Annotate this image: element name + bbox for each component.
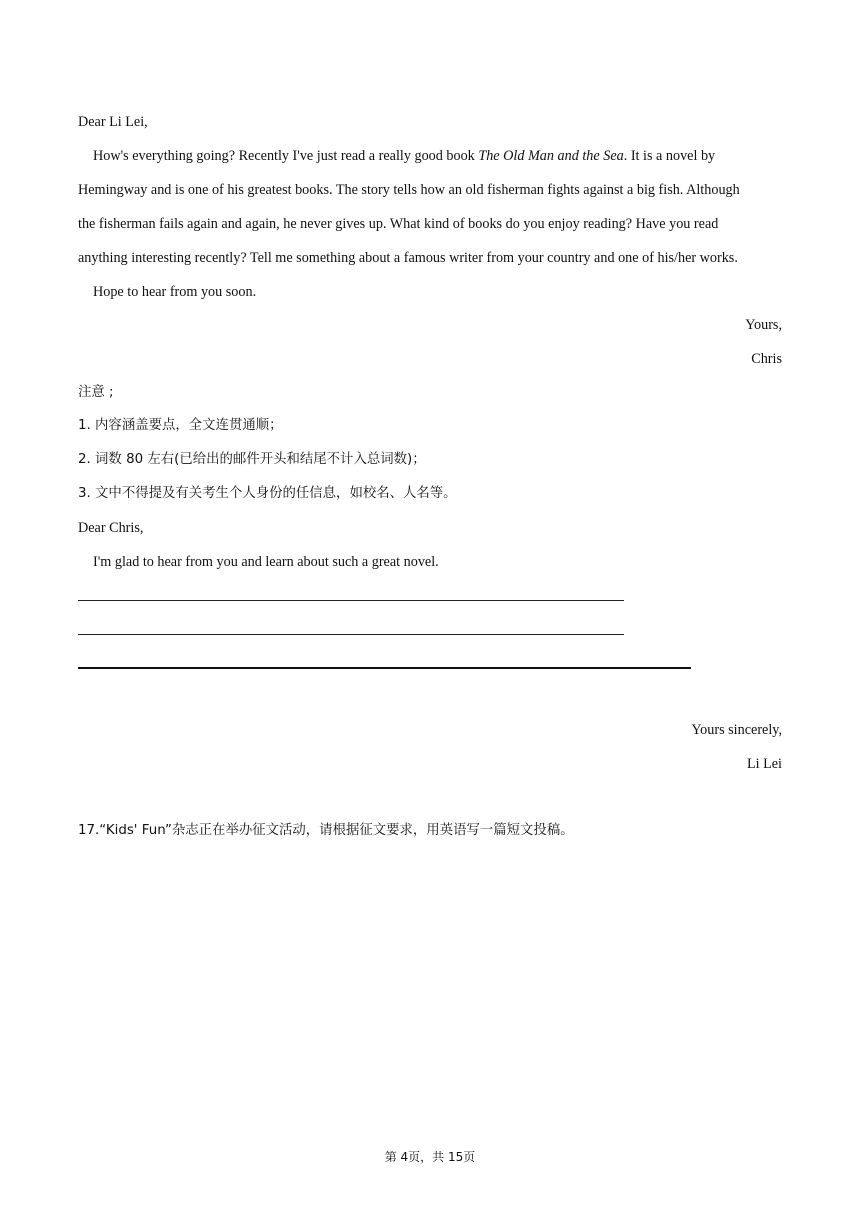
notes-item: 2. 词数 80 左右(已给出的邮件开头和结尾不计入总词数)； bbox=[78, 452, 426, 467]
letter-sign-off: Yours, bbox=[745, 317, 782, 333]
letter-line: anything interesting recently? Tell me something about a famous writer from your country and one of his/her works. bbox=[78, 250, 738, 266]
letter-line: the fisherman fails again and again, he never gives up. What kind of books do you enjoy reading? Have you read bbox=[78, 216, 719, 232]
answer-line[interactable] bbox=[78, 634, 624, 635]
notes-item: 1. 内容涵盖要点，全文连贯通顺； bbox=[78, 418, 283, 433]
reply-sign-off: Yours sincerely, bbox=[691, 722, 782, 738]
letter-salutation: Dear Li Lei, bbox=[78, 114, 148, 130]
notes-title: 注意 ; bbox=[78, 385, 114, 400]
letter-text: . It is a novel by bbox=[623, 148, 716, 164]
reply-opening: I'm glad to hear from you and learn about such a great novel. bbox=[93, 554, 439, 570]
letter-closing-line: Hope to hear from you soon. bbox=[93, 284, 257, 300]
letter-text: How's everything going? Recently I've just read a really good book bbox=[93, 148, 479, 164]
book-title: The Old Man and the Sea bbox=[478, 148, 624, 164]
answer-line[interactable] bbox=[78, 600, 624, 601]
letter-line: Hemingway and is one of his greatest books. The story tells how an old fisherman fights against a big fish. Although bbox=[78, 182, 740, 198]
page-footer: 第 4页，共 15页 bbox=[384, 1150, 476, 1164]
letter-signature: Chris bbox=[751, 351, 782, 367]
question-17: 17.“Kids' Fun”杂志正在举办征文活动，请根据征文要求，用英语写一篇短文投稿。 bbox=[78, 823, 574, 838]
letter-paragraph-1 bbox=[93, 146, 715, 166]
reply-signature: Li Lei bbox=[746, 756, 782, 772]
reply-salutation: Dear Chris, bbox=[78, 520, 144, 536]
answer-line[interactable] bbox=[78, 667, 691, 669]
notes-item: 3. 文中不得提及有关考生个人身份的任信息，如校名、人名等。 bbox=[78, 486, 457, 501]
